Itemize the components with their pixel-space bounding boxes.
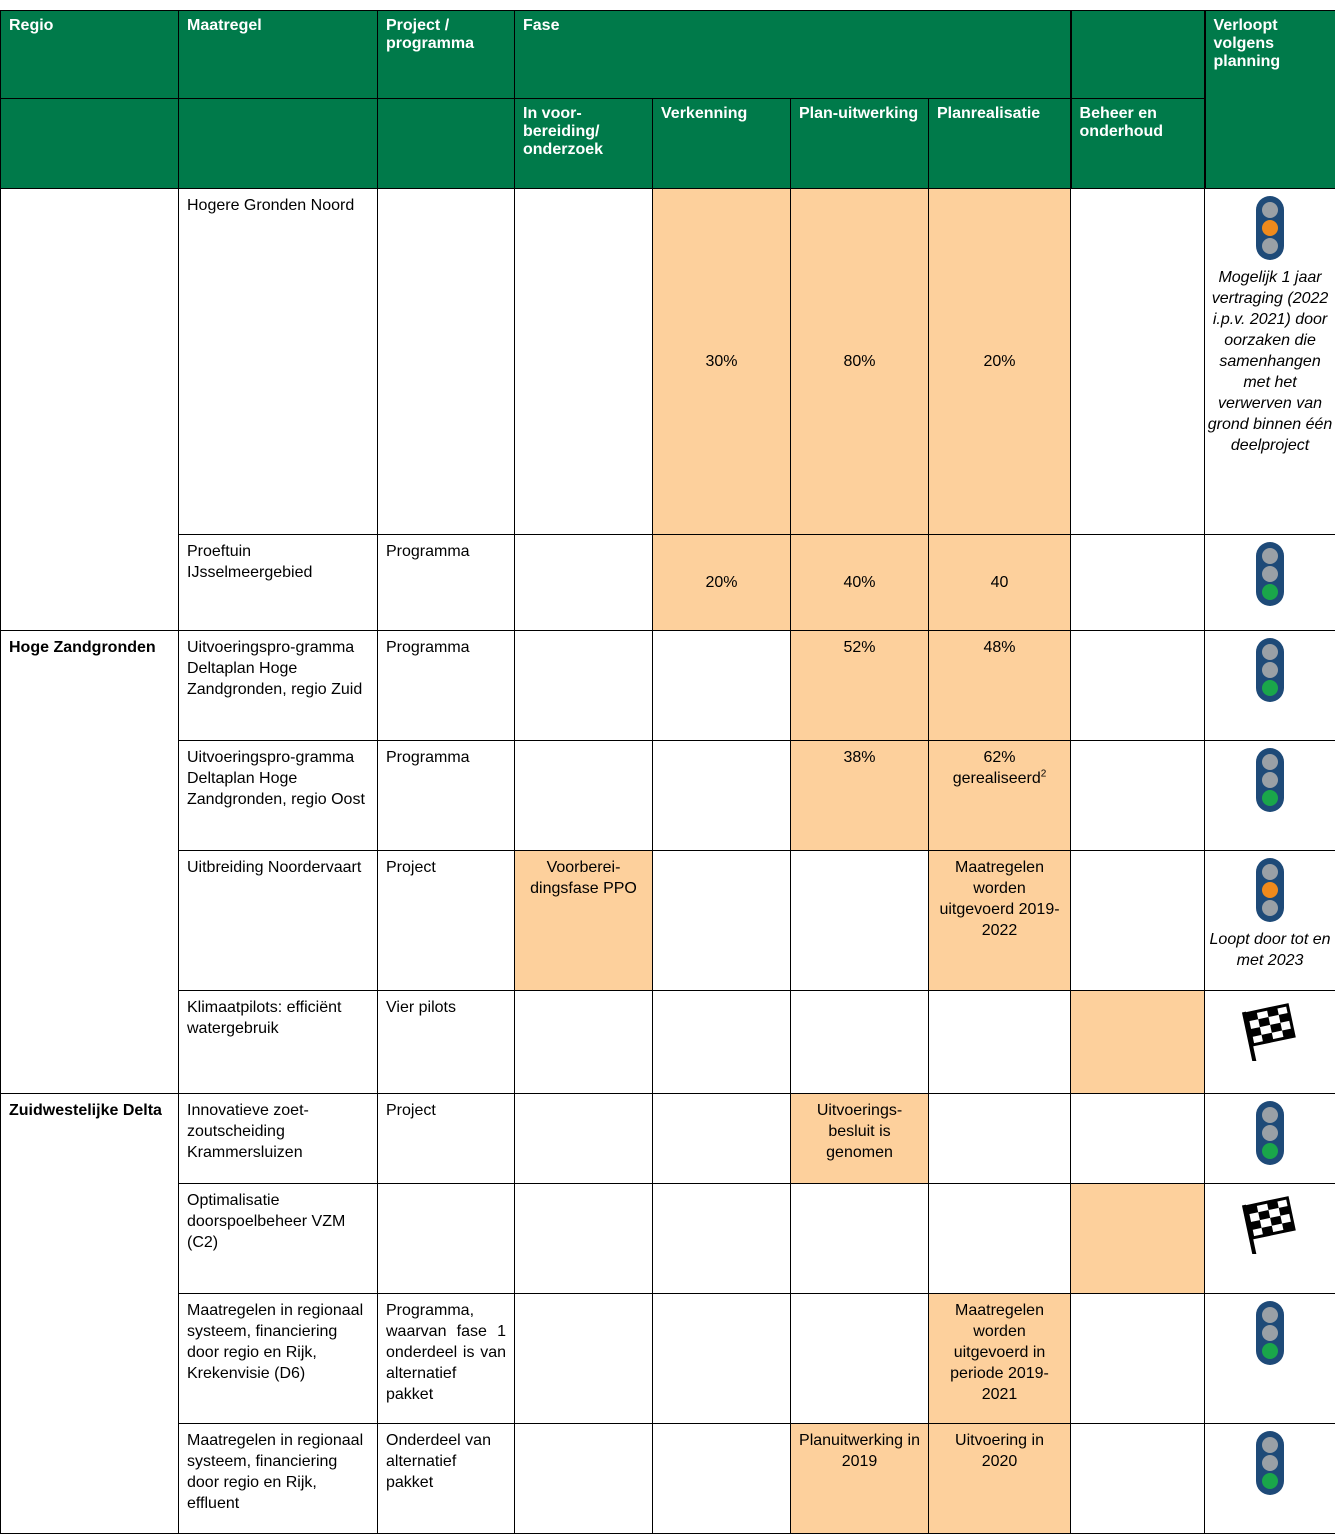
traffic-light-green-icon — [1255, 1300, 1285, 1366]
phase-planrealisatie-cell — [929, 741, 1071, 851]
phase-voorbereiding-cell — [515, 189, 653, 535]
phase-planrealisatie-cell — [929, 991, 1071, 1094]
traffic-light-green-icon — [1255, 1430, 1285, 1496]
phase-voorbereiding-cell — [515, 741, 653, 851]
header-blank-project — [378, 99, 515, 189]
phase-planuitwerking-cell: 40% — [791, 535, 929, 631]
status-cell — [1205, 991, 1335, 1094]
traffic-light-green-icon — [1255, 637, 1285, 703]
header-phase-planrealisatie: Planrealisatie — [929, 99, 1071, 189]
phase-verkenning-cell — [653, 1184, 791, 1294]
traffic-light-green-icon — [1255, 541, 1285, 607]
project-cell: Vier pilots — [378, 991, 515, 1094]
header-empty — [1071, 11, 1205, 99]
status-cell — [1205, 1184, 1335, 1294]
phase-planuitwerking-cell — [791, 1294, 929, 1424]
maatregel-cell: Uitvoeringspro-gramma Deltaplan Hoge Zandgronden, regio Oost — [179, 741, 378, 851]
phase-voorbereiding-cell — [515, 1184, 653, 1294]
traffic-light-orange-icon — [1255, 195, 1285, 261]
status-cell — [1205, 1294, 1335, 1424]
traffic-light-green-icon — [1255, 747, 1285, 813]
phase-planuitwerking-cell: Uitvoerings-besluit is genomen — [791, 1094, 929, 1184]
maatregel-cell: Proeftuin IJsselmeergebied — [179, 535, 378, 631]
header-blank-maatregel — [179, 99, 378, 189]
phase-voorbereiding-cell — [515, 991, 653, 1094]
phase-planuitwerking-cell: 38% — [791, 741, 929, 851]
phase-planuitwerking-cell — [791, 1184, 929, 1294]
planrealisatie-text: 62% gerealiseerd — [953, 749, 1041, 787]
header-phase-beheer: Beheer en onderhoud — [1071, 99, 1205, 189]
region-cell: Zuidwestelijke Delta — [1, 1094, 179, 1534]
planning-table — [0, 10, 1335, 1534]
phase-voorbereiding-cell — [515, 1094, 653, 1184]
status-cell — [1205, 1094, 1335, 1184]
checkered-flag-icon — [1240, 1192, 1300, 1254]
phase-planrealisatie-cell: 48% — [929, 631, 1071, 741]
phase-verkenning-cell — [653, 1294, 791, 1424]
phase-beheer-cell — [1071, 741, 1205, 851]
phase-beheer-cell — [1071, 189, 1205, 535]
phase-voorbereiding-cell — [515, 1424, 653, 1534]
phase-beheer-cell — [1071, 631, 1205, 741]
phase-verkenning-cell — [653, 991, 791, 1094]
phase-planrealisatie-cell — [929, 1184, 1071, 1294]
maatregel-cell: Maatregelen in regionaal systeem, financiering door regio en Rijk, effluent — [179, 1424, 378, 1534]
header-row-1 — [1, 11, 1335, 99]
phase-beheer-cell — [1071, 1424, 1205, 1534]
status-cell — [1205, 535, 1335, 631]
table-row — [1, 741, 1335, 851]
phase-planrealisatie-cell — [929, 1094, 1071, 1184]
checkered-flag-icon — [1240, 999, 1300, 1061]
maatregel-cell: Uitbreiding Noordervaart — [179, 851, 378, 991]
region-cell: Hoge Zandgronden — [1, 631, 179, 1094]
region-cell — [1, 189, 179, 631]
table-row — [1, 1294, 1335, 1424]
header-phase-voorbereiding: In voor-bereiding/ onderzoek — [515, 99, 653, 189]
header-verloopt: Verloopt volgens planning — [1205, 11, 1335, 189]
phase-verkenning-cell — [653, 741, 791, 851]
planning-table-wrapper — [0, 10, 1335, 1534]
phase-beheer-cell — [1071, 1184, 1205, 1294]
phase-voorbereiding-cell — [515, 535, 653, 631]
header-phase-verkenning: Verkenning — [653, 99, 791, 189]
table-row — [1, 1094, 1335, 1184]
phase-planrealisatie-cell: Maatregelen worden uitgevoerd 2019-2022 — [929, 851, 1071, 991]
phase-verkenning-cell — [653, 631, 791, 741]
header-maatregel: Maatregel — [179, 11, 378, 99]
table-row — [1, 1184, 1335, 1294]
phase-planuitwerking-cell: Planuitwerking in 2019 — [791, 1424, 929, 1534]
header-regio: Regio — [1, 11, 179, 99]
status-note: Loopt door tot en met 2023 — [1207, 929, 1333, 971]
project-cell: Project — [378, 1094, 515, 1184]
phase-planrealisatie-cell: Uitvoering in 2020 — [929, 1424, 1071, 1534]
project-cell: Onderdeel van alternatief pakket — [378, 1424, 515, 1534]
project-cell — [378, 1184, 515, 1294]
phase-voorbereiding-cell — [515, 631, 653, 741]
footnote-marker: 2 — [1041, 769, 1047, 780]
phase-beheer-cell — [1071, 1294, 1205, 1424]
phase-planuitwerking-cell: 52% — [791, 631, 929, 741]
header-fase: Fase — [515, 11, 1071, 99]
traffic-light-green-icon — [1255, 1100, 1285, 1166]
table-row — [1, 535, 1335, 631]
project-cell: Project — [378, 851, 515, 991]
project-cell: Programma — [378, 631, 515, 741]
phase-verkenning-cell — [653, 851, 791, 991]
phase-verkenning-cell: 20% — [653, 535, 791, 631]
project-cell: Programma — [378, 741, 515, 851]
status-cell — [1205, 631, 1335, 741]
maatregel-cell: Innovatieve zoet-zoutscheiding Krammersluizen — [179, 1094, 378, 1184]
phase-beheer-cell — [1071, 1094, 1205, 1184]
table-row — [1, 1424, 1335, 1534]
table-row — [1, 991, 1335, 1094]
maatregel-cell: Maatregelen in regionaal systeem, financiering door regio en Rijk, Krekenvisie (D6) — [179, 1294, 378, 1424]
status-cell — [1205, 1424, 1335, 1534]
header-blank-regio — [1, 99, 179, 189]
phase-verkenning-cell: 30% — [653, 189, 791, 535]
phase-beheer-cell — [1071, 991, 1205, 1094]
table-row — [1, 189, 1335, 535]
phase-beheer-cell — [1071, 851, 1205, 991]
phase-planrealisatie-cell: 20% — [929, 189, 1071, 535]
table-row — [1, 631, 1335, 741]
phase-planrealisatie-cell: 40 — [929, 535, 1071, 631]
table-row — [1, 851, 1335, 991]
phase-planuitwerking-cell — [791, 991, 929, 1094]
maatregel-cell: Klimaatpilots: efficiënt watergebruik — [179, 991, 378, 1094]
phase-planuitwerking-cell — [791, 851, 929, 991]
status-note: Mogelijk 1 jaar vertraging (2022 i.p.v. 2021) door oorzaken die samenhangen met het verwerven van grond binnen één deelproject — [1207, 267, 1333, 456]
status-cell — [1205, 741, 1335, 851]
phase-verkenning-cell — [653, 1424, 791, 1534]
header-row-2 — [1, 99, 1335, 189]
header-project: Project / programma — [378, 11, 515, 99]
maatregel-cell: Uitvoeringspro-gramma Deltaplan Hoge Zandgronden, regio Zuid — [179, 631, 378, 741]
project-cell: Programma — [378, 535, 515, 631]
phase-voorbereiding-cell — [515, 1294, 653, 1424]
phase-beheer-cell — [1071, 535, 1205, 631]
status-cell — [1205, 189, 1335, 535]
phase-planuitwerking-cell: 80% — [791, 189, 929, 535]
maatregel-cell: Optimalisatie doorspoelbeheer VZM (C2) — [179, 1184, 378, 1294]
phase-verkenning-cell — [653, 1094, 791, 1184]
phase-voorbereiding-cell: Voorberei-dingsfase PPO — [515, 851, 653, 991]
maatregel-cell: Hogere Gronden Noord — [179, 189, 378, 535]
traffic-light-orange-icon — [1255, 857, 1285, 923]
status-cell — [1205, 851, 1335, 991]
project-cell — [378, 189, 515, 535]
project-cell: Programma, waarvan fase 1 onderdeel is van alternatief pakket — [378, 1294, 515, 1424]
header-phase-planuitwerking: Plan-uitwerking — [791, 99, 929, 189]
phase-planrealisatie-cell: Maatregelen worden uitgevoerd in periode 2019-2021 — [929, 1294, 1071, 1424]
